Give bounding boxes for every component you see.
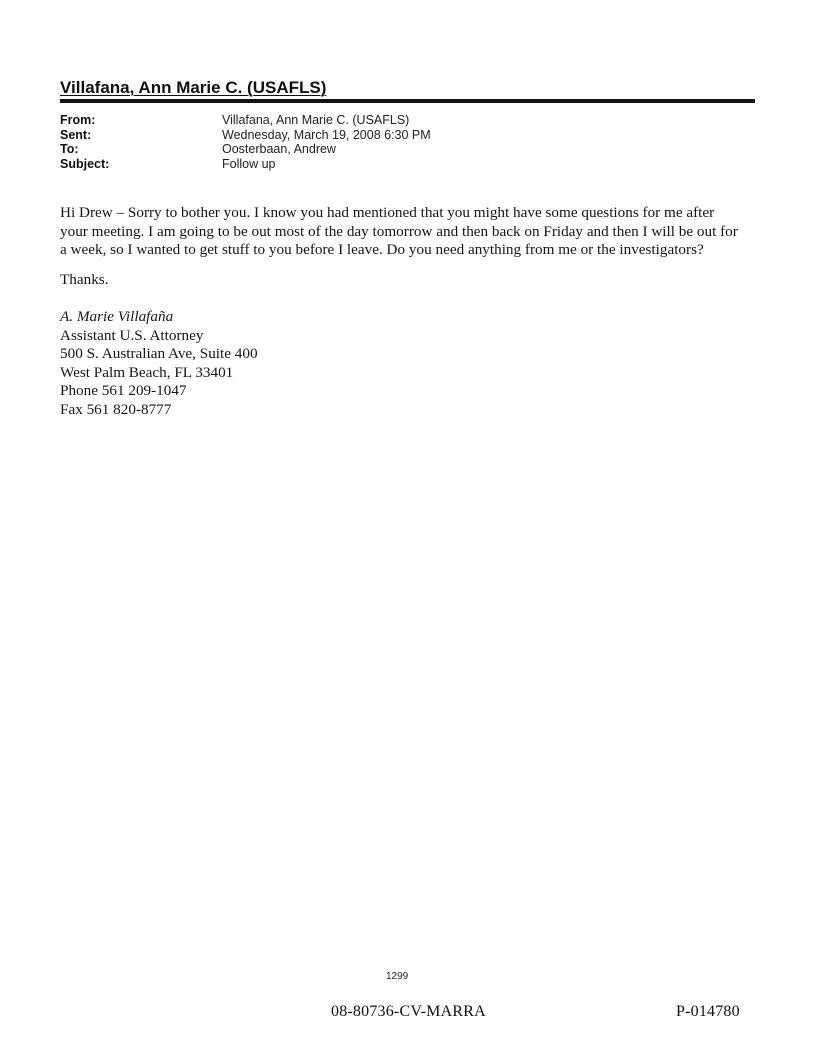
header-value-subject: Follow up [222,156,276,171]
header-row-sent [60,128,431,143]
header-row-subject [60,157,431,172]
email-body [60,204,760,260]
page-number: 1299 [386,971,409,982]
signature-fax: Fax 561 820-8777 [60,400,172,418]
email-body-line: a week, so I wanted to get stuff to you before I leave. Do you need anything from me or the investigators? [60,241,704,258]
header-label-from: From: [60,113,96,127]
signature-address-line-2: West Palm Beach, FL 33401 [60,363,234,381]
header-row-from [60,113,431,128]
case-number: 08-80736-CV-MARRA [331,1003,486,1020]
email-sender-title: Villafana, Ann Marie C. (USAFLS) [60,78,327,97]
header-row-to [60,142,431,157]
email-signature [60,308,258,419]
email-closing: Thanks. [60,271,109,288]
signature-phone: Phone 561 209-1047 [60,382,187,399]
header-value-sent: Wednesday, March 19, 2008 6:30 PM [222,127,431,142]
signature-name: A. Marie Villafaña [60,308,174,325]
header-label-subject: Subject: [60,156,110,171]
email-header-block [60,113,431,171]
email-body-line: your meeting. I am going to be out most of the day tomorrow and then back on Friday and then I will be out for [60,222,738,240]
signature-address-line-1: 500 S. Australian Ave, Suite 400 [60,345,258,362]
bates-number: P-014780 [676,1003,740,1020]
signature-title: Assistant U.S. Attorney [60,326,204,344]
header-label-sent: Sent: [60,127,92,142]
title-divider [60,99,755,103]
email-body-line: Hi Drew – Sorry to bother you. I know you had mentioned that you might have some questions for me after [60,204,715,221]
header-value-to: Oosterbaan, Andrew [222,142,336,156]
header-label-to: To: [60,142,79,156]
header-value-from: Villafana, Ann Marie C. (USAFLS) [222,113,410,127]
